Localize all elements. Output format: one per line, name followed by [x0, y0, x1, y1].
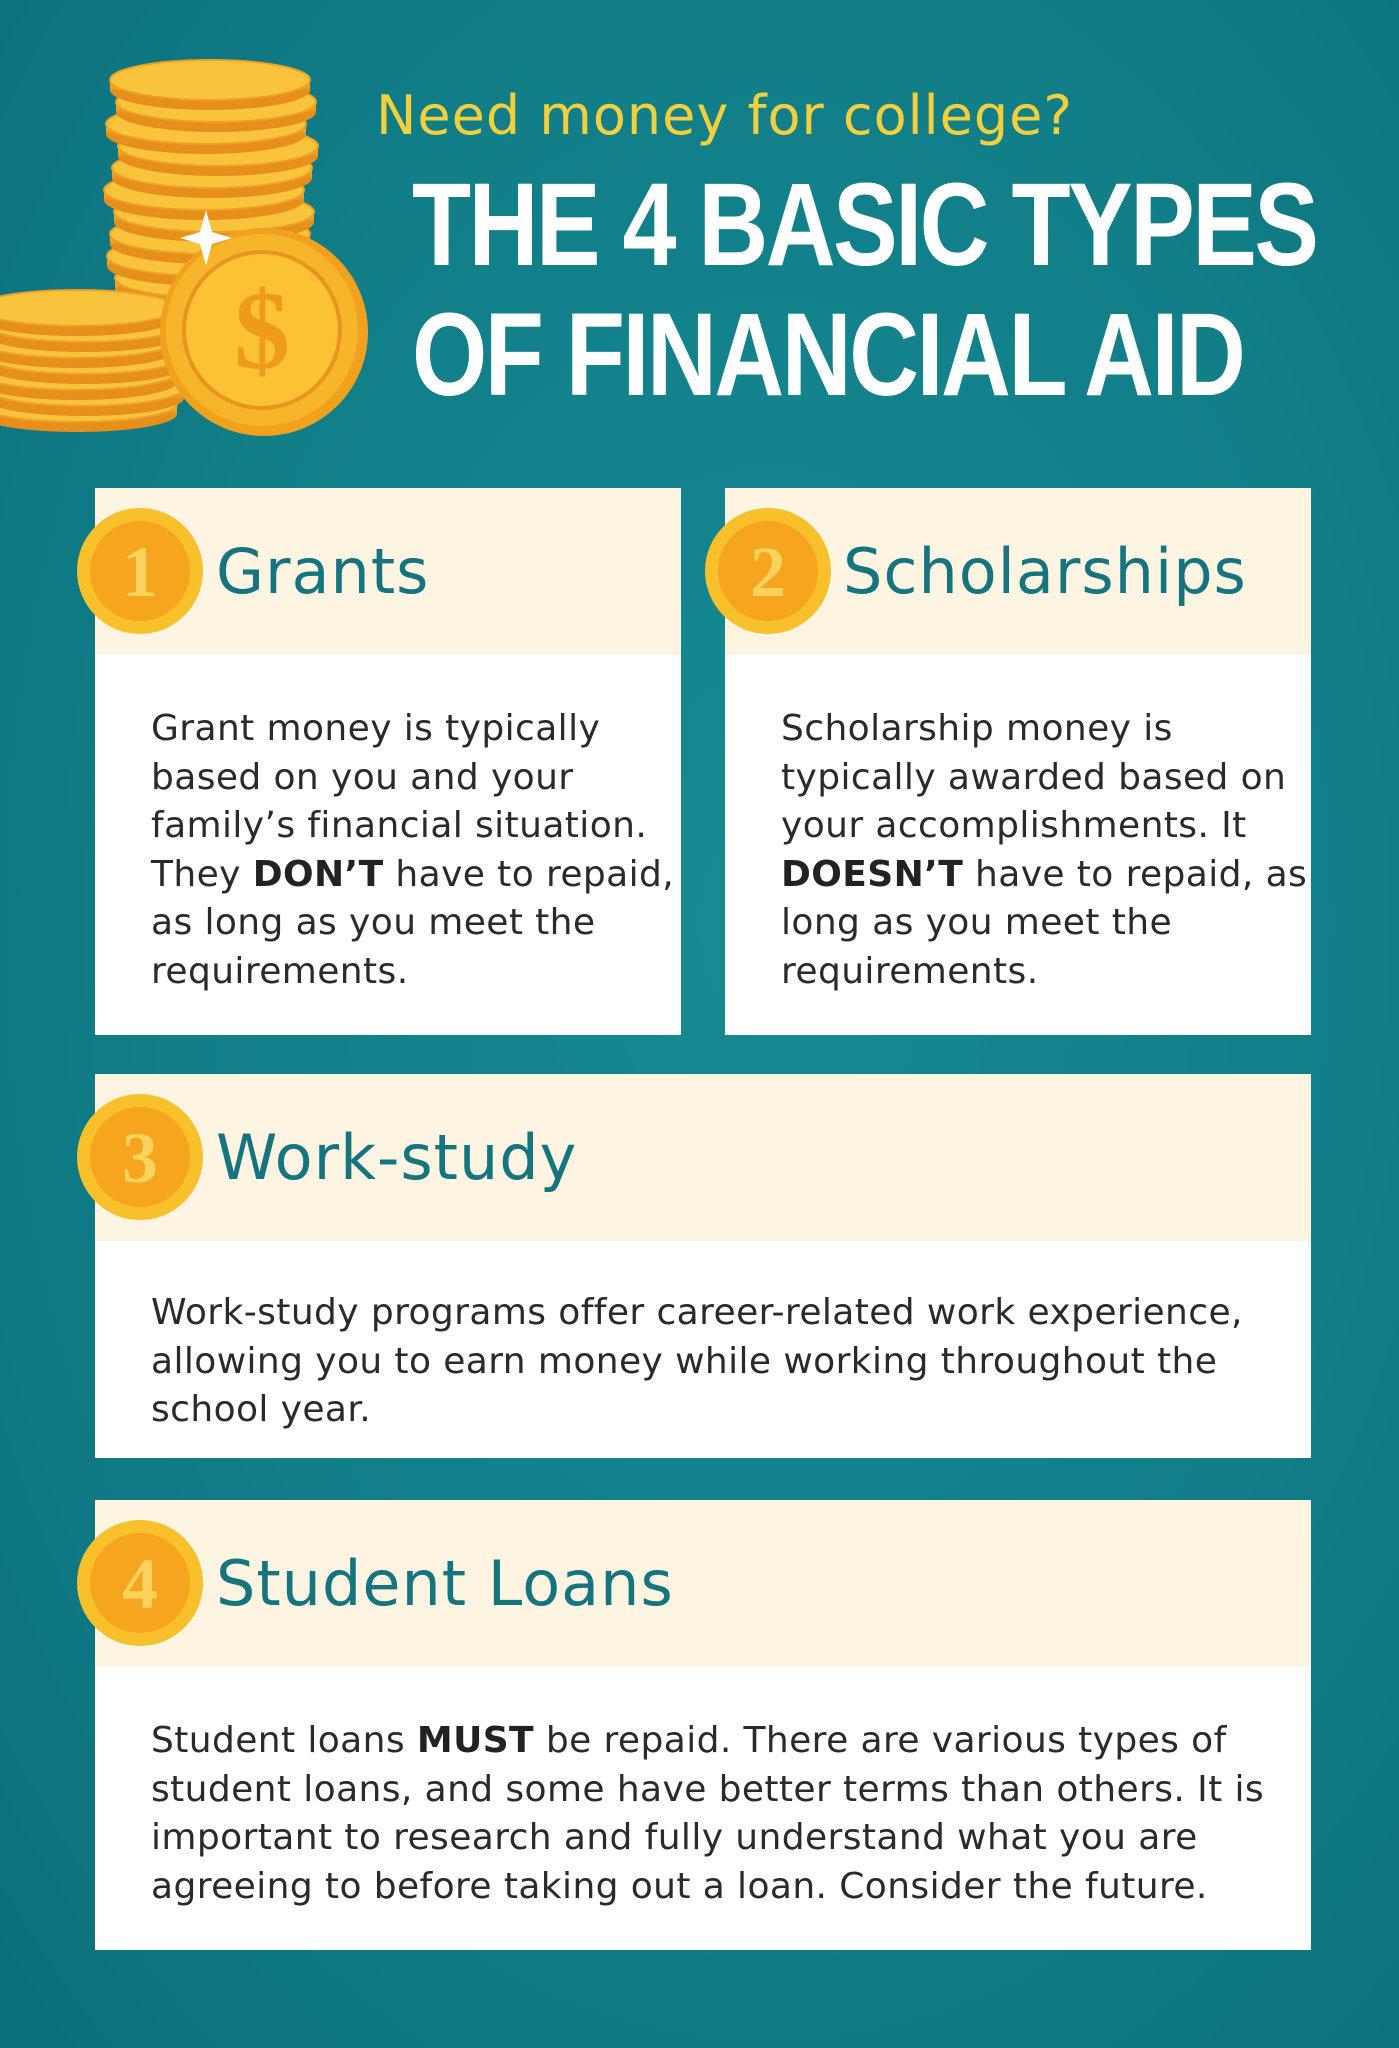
body-text: Student loans: [151, 1720, 417, 1761]
body-text: be repaid. There are various types of student loans, and some have better terms than others. It is important to research and fully understand what you are agreeing to before taking out a loan. Consider the future.: [151, 1720, 1265, 1907]
subtitle: Need money for college?: [376, 84, 1074, 147]
card-body: [725, 655, 1311, 996]
title-line-1: THE 4 BASIC TYPES: [412, 159, 1317, 291]
card-title: Student Loans: [216, 1547, 674, 1620]
page-title: [412, 160, 1316, 420]
body-text: Grant money is typically based on you and your family’s financial situation. They: [151, 708, 648, 895]
body-emphasis: DON’T: [252, 853, 384, 895]
card-student-loans: [95, 1500, 1311, 1950]
card-header: [95, 1074, 1311, 1241]
coin-stack-icon: [0, 50, 380, 450]
body-text: Work-study programs offer career-related work experience, allowing you to earn money while working throughout the school year.: [151, 1292, 1243, 1430]
card-title: Grants: [216, 535, 430, 608]
badge-number: 4: [122, 1544, 158, 1624]
svg-text:$: $: [234, 269, 290, 393]
card-work-study: [95, 1074, 1311, 1458]
number-badge-icon: [75, 506, 205, 636]
card-title: Work-study: [216, 1121, 578, 1194]
card-title: Scholarships: [843, 535, 1247, 608]
badge-number: 1: [122, 532, 158, 612]
body-text: Scholarship money is typically awarded based on your accomplishments. It: [781, 708, 1287, 846]
body-emphasis: DOESN’T: [781, 853, 964, 895]
card-header: [95, 1500, 1311, 1667]
body-text: have to repaid, as long as you meet the requirements.: [151, 853, 675, 992]
number-badge-icon: [703, 506, 833, 636]
body-emphasis: MUST: [416, 1720, 535, 1761]
card-body: [95, 655, 681, 996]
card-body: [95, 1241, 1311, 1435]
badge-number: 3: [122, 1118, 158, 1198]
badge-number: 2: [750, 532, 786, 612]
body-text: have to repaid, as long as you meet the requirements.: [781, 853, 1308, 992]
dollar-coin-icon: [160, 228, 368, 436]
card-body: [95, 1667, 1311, 1911]
number-badge-icon: [75, 1092, 205, 1222]
number-badge-icon: [75, 1518, 205, 1648]
title-line-2: OF FINANCIAL AID: [412, 289, 1244, 421]
